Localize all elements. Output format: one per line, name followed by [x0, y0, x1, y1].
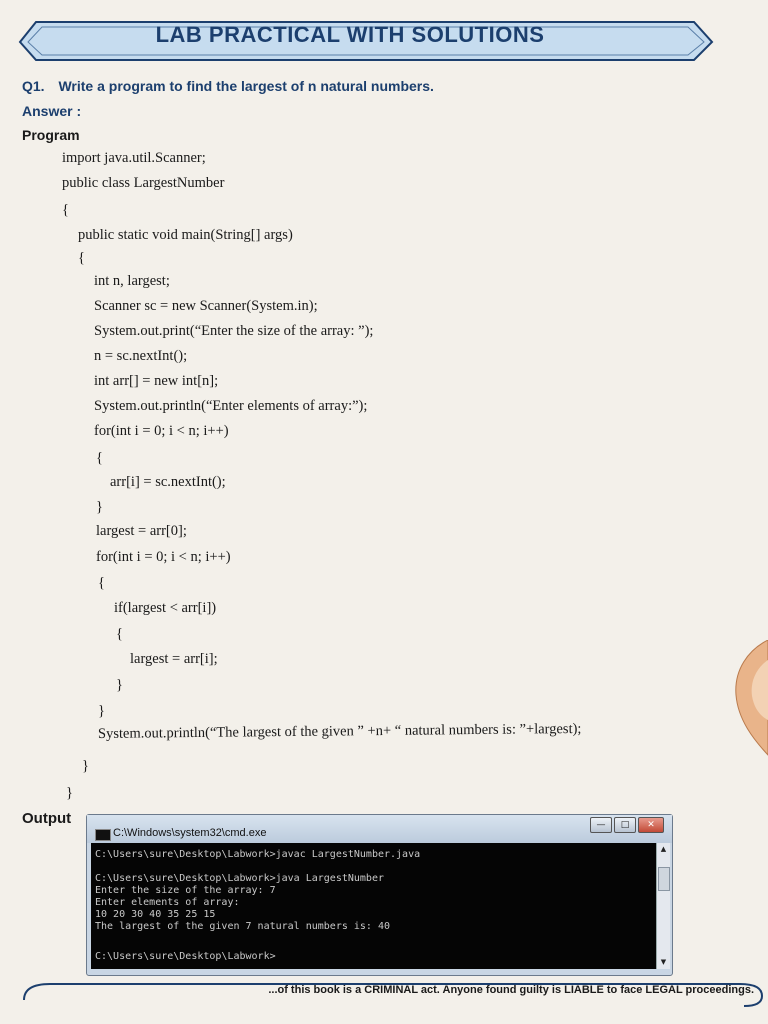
code-line: int arr[] = new int[n];	[94, 373, 219, 389]
question-number: Q1.	[22, 78, 45, 94]
thumb-image	[728, 640, 768, 760]
cmd-titlebar	[87, 815, 672, 843]
console-line: C:\Users\sure\Desktop\Labwork>java LargestNumber	[95, 873, 384, 884]
code-line: int n, largest;	[94, 273, 170, 289]
code-line: {	[96, 450, 103, 466]
code-line: }	[116, 677, 123, 693]
footer-warning: ...of this book is a CRIMINAL act. Anyone found guilty is LIABLE to face LEGAL proceedings.	[268, 984, 754, 996]
code-line: public static void main(String[] args)	[78, 227, 293, 243]
code-line: }	[98, 703, 105, 719]
code-line: }	[96, 499, 103, 515]
scroll-down-icon: ▼	[660, 958, 667, 966]
console-line: Enter the size of the array: 7	[95, 885, 276, 896]
scroll-up-icon: ▲	[660, 845, 667, 853]
code-line: {	[98, 575, 105, 591]
minimize-icon: —	[590, 817, 612, 833]
code-line: System.out.println(“Enter elements of array:”);	[94, 398, 368, 414]
output-label: Output	[22, 810, 72, 827]
scroll-thumb	[658, 867, 670, 891]
code-line: }	[82, 758, 89, 774]
code-line: if(largest < arr[i])	[114, 600, 217, 616]
console-line: Enter elements of array:	[95, 897, 240, 908]
cmd-scrollbar	[656, 843, 670, 969]
code-line: arr[i] = sc.nextInt();	[110, 474, 226, 490]
code-line: System.out.print(“Enter the size of the array: ”);	[94, 323, 374, 339]
cmd-title: C:\Windows\system32\cmd.exe	[113, 827, 267, 839]
program-label: Program	[22, 127, 80, 143]
console-line: C:\Users\sure\Desktop\Labwork>javac LargestNumber.java	[95, 849, 421, 860]
cmd-console	[91, 843, 656, 969]
code-line: for(int i = 0; i < n; i++)	[96, 549, 231, 565]
close-icon: ✕	[638, 817, 664, 833]
code-line: {	[116, 626, 123, 642]
code-line: n = sc.nextInt();	[94, 348, 188, 364]
window-controls	[590, 817, 664, 833]
code-line: import java.util.Scanner;	[62, 150, 206, 166]
code-line: {	[62, 202, 69, 218]
code-line: Scanner sc = new Scanner(System.in);	[94, 298, 318, 314]
maximize-icon: □	[614, 817, 636, 833]
answer-label: Answer :	[22, 103, 82, 119]
code-line: {	[78, 250, 85, 266]
console-line: The largest of the given 7 natural numbers is: 40	[95, 921, 391, 932]
code-line: }	[66, 785, 73, 801]
question-text: Write a program to find the largest of n natural numbers.	[58, 78, 434, 94]
code-line: for(int i = 0; i < n; i++)	[94, 423, 229, 439]
code-line: largest = arr[0];	[96, 523, 187, 539]
question	[22, 78, 434, 94]
code-line: largest = arr[i];	[130, 651, 218, 667]
cmd-app-icon	[95, 829, 111, 841]
page-title: LAB PRACTICAL WITH SOLUTIONS	[155, 22, 545, 47]
console-line: 10 20 30 40 35 25 15	[95, 909, 216, 920]
console-line: C:\Users\sure\Desktop\Labwork>	[95, 951, 276, 962]
code-line: System.out.println(“The largest of the given ” +n+ “ natural numbers is: ”+largest);	[97, 720, 582, 742]
cmd-window-screenshot	[86, 814, 673, 976]
code-line: public class LargestNumber	[62, 175, 225, 191]
